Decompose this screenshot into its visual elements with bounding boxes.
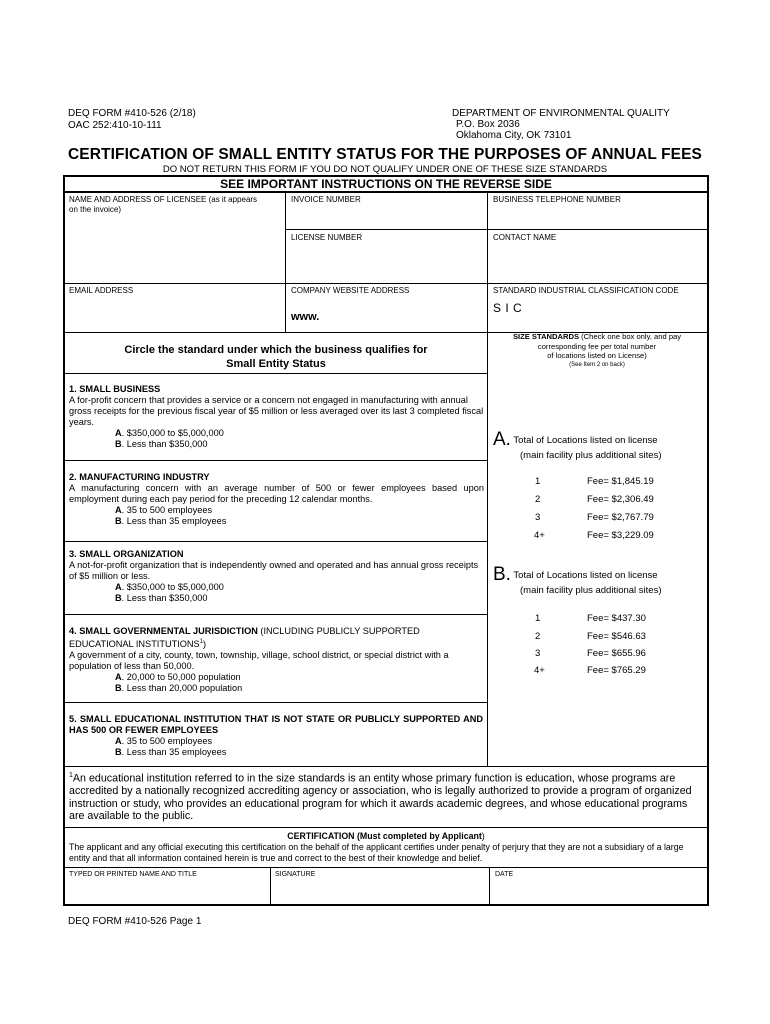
footnote: $^1$An educational institution referred to in the size standards is an entity whose primary function is education, whose programs are accredited by a nationally recognized accrediting agency or association, who is legally authorized to provide a program of organized instruction or study, who provides an educational program for which it awards academic degrees, and whose educational programs are available to the public. (69, 772, 692, 823)
fee-b-count-3: 3 (535, 648, 541, 659)
fee-b-amount-3: Fee= $655.96 (587, 648, 646, 659)
signature-label: SIGNATURE (275, 871, 316, 878)
form-box (63, 175, 709, 906)
certification-text: The applicant and any official executing this certification on the behalf of the applicant certifies under penalty of perjury that they are not a subsidiary of a large entity and that all information contained herein is true and correct to the best of their knowledge and belief. (69, 842, 684, 863)
typed-name-label: TYPED OR PRINTED NAME AND TITLE (69, 871, 197, 878)
fee-b-count-4: 4+ (534, 665, 545, 676)
website-prefix: www. (291, 311, 320, 323)
page-title: CERTIFICATION OF SMALL ENTITY STATUS FOR THE PURPOSES OF ANNUAL FEES (68, 146, 702, 163)
fee-a-amount-3: Fee= $2,767.79 (587, 512, 654, 523)
certification-heading: CERTIFICATION (Must completed by Applicant) (287, 831, 485, 841)
email-label: EMAIL ADDRESS (69, 286, 134, 295)
license-number-label: LICENSE NUMBER (291, 233, 363, 242)
fee-a-count-4: 4+ (534, 530, 545, 541)
form-number: DEQ FORM #410-526 (2/18) (68, 108, 196, 119)
page-footer: DEQ FORM #410-526 Page 1 (68, 916, 202, 927)
fee-group-b-header: B. Total of Locations listed on license (493, 564, 658, 585)
fee-a-amount-1: Fee= $1,845.19 (587, 476, 654, 487)
name-address-label: NAME AND ADDRESS OF LICENSEE (as it appears on the invoice) (69, 195, 258, 214)
section-governmental-jurisdiction: 4. SMALL GOVERNMENTAL JURISDICTION (INCLUDING PUBLICLY SUPPORTED EDUCATIONAL INSTITUTIONS$^1$) A government of a city, county, town, township, village, school district, or special district with a population of less than 50,000. A. 20,000 to 50,000 population B. Less than 20,000 population (69, 626, 449, 694)
fee-b-amount-4: Fee= $765.29 (587, 665, 646, 676)
invoice-number-label: INVOICE NUMBER (291, 195, 361, 204)
business-phone-label: BUSINESS TELEPHONE NUMBER (493, 195, 621, 204)
fee-group-a-subheader: (main facility plus additional sites) (520, 450, 662, 461)
instructions-banner: SEE IMPORTANT INSTRUCTIONS ON THE REVERSE SIDE (220, 177, 552, 191)
fee-group-b-subheader: (main facility plus additional sites) (520, 585, 662, 596)
fee-b-count-1: 1 (535, 613, 541, 624)
fee-b-amount-2: Fee= $546.63 (587, 631, 646, 642)
oac-reference: OAC 252:410-10-111 (68, 120, 162, 131)
contact-name-label: CONTACT NAME (493, 233, 557, 242)
fee-group-a-header: A. Total of Locations listed on license (493, 429, 658, 450)
fee-b-count-2: 2 (535, 631, 541, 642)
page-subtitle: DO NOT RETURN THIS FORM IF YOU DO NOT QUALIFY UNDER ONE OF THESE SIZE STANDARDS (162, 164, 608, 175)
circle-instruction: Circle the standard under which the business qualifies for Small Entity Status (124, 344, 428, 370)
website-label: COMPANY WEBSITE ADDRESS (291, 286, 410, 295)
section-manufacturing: 2. MANUFACTURING INDUSTRY A manufacturing concern with an average number of 500 or fewer employees based upon employment during each pay period for the preceding 12 calendar months. A. 35 to 500 employees B. Less than 35 employees (69, 472, 484, 526)
agency-name: DEPARTMENT OF ENVIRONMENTAL QUALITY (452, 108, 670, 119)
date-label: DATE (495, 871, 514, 878)
agency-city: Oklahoma City, OK 73101 (456, 130, 572, 141)
fee-a-amount-2: Fee= $2,306.49 (587, 494, 654, 505)
agency-po-box: P.O. Box 2036 (456, 119, 520, 130)
section-educational-institution: 5. SMALL EDUCATIONAL INSTITUTION THAT IS NOT STATE OR PUBLICLY SUPPORTED AND HAS 500 OR FEWER EMPLOYEES A. 35 to 500 employees B. Less than 35 employees (69, 714, 483, 757)
fee-b-amount-1: Fee= $437.30 (587, 613, 646, 624)
fee-a-amount-4: Fee= $3,229.09 (587, 530, 654, 541)
section-small-business: 1. SMALL BUSINESS A for-profit concern that provides a service or a concern not engaged in manufacturing with annual gross receipts for the previous fiscal year of $5 million or less averaged over its last 3 completed fiscal years. A. $350,000 to $5,000,000 B. Less than $350,000 (69, 384, 484, 449)
section-small-organization: 3. SMALL ORGANIZATION A not-for-profit organization that is independently owned and operated and has annual gross receipts of $5 million or less. A. $350,000 to $5,000,000 B. Less than $350,000 (69, 549, 479, 603)
fee-a-count-2: 2 (535, 494, 541, 505)
fee-a-count-1: 1 (535, 476, 541, 487)
sic-label: STANDARD INDUSTRIAL CLASSIFICATION CODE (493, 286, 679, 295)
size-standards-note: SIZE STANDARDS (Check one box only, and pay corresponding fee per total number of locations listed on License) (See Item 2 on back) (512, 332, 682, 368)
sic-value: S I C (493, 301, 523, 315)
fee-a-count-3: 3 (535, 512, 541, 523)
